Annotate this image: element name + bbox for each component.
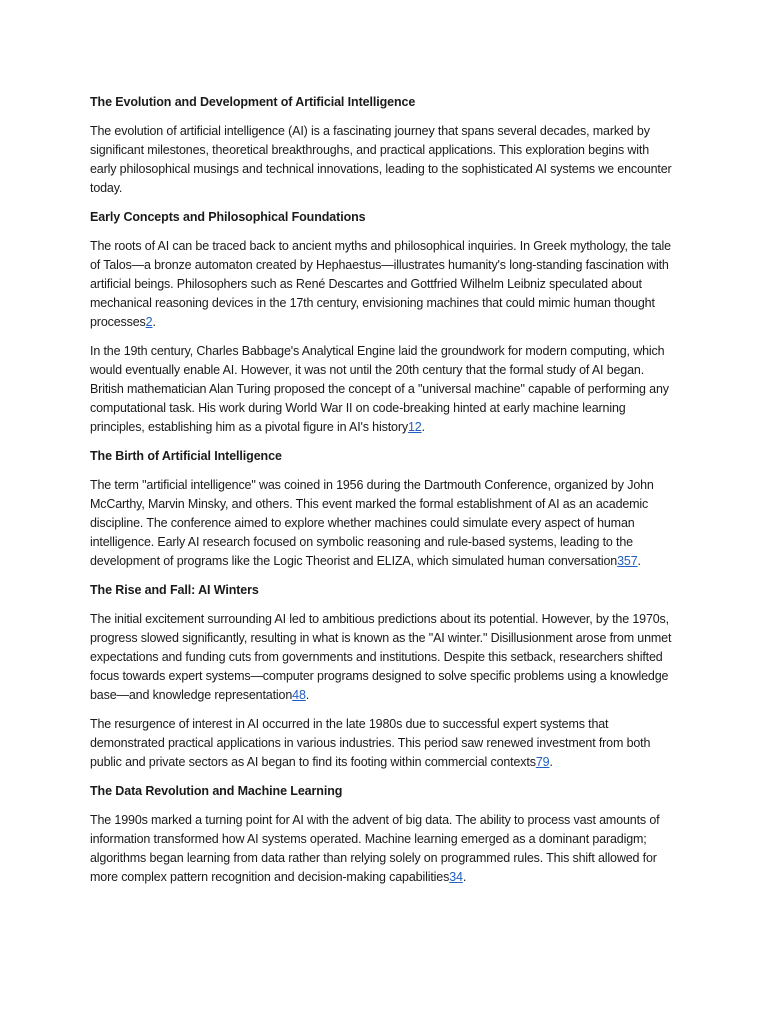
citation-link[interactable]: 48 [292, 688, 306, 702]
paragraph [90, 342, 678, 437]
intro-paragraph [90, 122, 678, 198]
citation-link[interactable]: 2 [145, 315, 153, 329]
paragraph-tail: . [462, 870, 467, 884]
citation-link[interactable]: 79 [535, 755, 550, 769]
paragraph-text: The 1990s marked a turning point for AI with the advent of big data. The ability to process vast amounts of information transformed how AI systems operated. Machine learning emerged as a dominant paradigm; algorithms began learning from data rather than relying solely on programmed rules. This shift allowed for more complex pattern recognition and decision-making capabilities [90, 813, 660, 884]
paragraph-tail: . [549, 755, 553, 769]
paragraph-text: The initial excitement surrounding AI led to ambitious predictions about its potential. However, by the 1970s, progress slowed significantly, resulting in what is known as the "AI winter." Disillusionment arose from unmet expectations and funding cuts from governments and institutions. Despite this setback, researchers shifted focus towards expert systems—computer programs designed to solve specific problems using a knowledge base—and knowledge representation [90, 612, 672, 702]
paragraph-tail: . [152, 315, 156, 329]
section-heading-birth-of-ai: The Birth of Artificial Intelligence [90, 449, 282, 463]
paragraph-tail: . [637, 554, 641, 568]
paragraph [90, 610, 678, 705]
paragraph [90, 237, 678, 332]
section-heading-early-concepts: Early Concepts and Philosophical Foundations [90, 210, 366, 224]
paragraph-tail: . [421, 420, 425, 434]
section-heading-data-revolution: The Data Revolution and Machine Learning [90, 784, 343, 798]
paragraph-text: The term "artificial intelligence" was coined in 1956 during the Dartmouth Conference, organized by John McCarthy, Marvin Minsky, and others. This event marked the formal establishment of AI as an academic discipline. The conference aimed to explore whether machines could simulate every aspect of human intelligence. Early AI research focused on symbolic reasoning and rule-based systems, leading to the development of programs like the Logic Theorist and ELIZA, which simulated human conversation [90, 478, 654, 568]
paragraph-tail: . [305, 688, 310, 702]
paragraph [90, 811, 678, 887]
document-title: The Evolution and Development of Artificial Intelligence [90, 95, 416, 109]
paragraph-text: In the 19th century, Charles Babbage's Analytical Engine laid the groundwork for modern computing, which would eventually enable AI. However, it was not until the 20th century that the formal study of AI began. British mathematician Alan Turing proposed the concept of a "universal machine" capable of performing any computational task. His work during World War II on code-breaking hinted at early machine learning principles, establishing him as a pivotal figure in AI's history [90, 344, 669, 434]
citation-link[interactable]: 34 [449, 870, 463, 884]
paragraph-text: The evolution of artificial intelligence (AI) is a fascinating journey that spans several decades, marked by significant milestones, theoretical breakthroughs, and practical applications. This exploration begins with early philosophical musings and technical innovations, leading to the sophisticated AI systems we encounter today. [90, 124, 672, 195]
paragraph [90, 476, 678, 571]
citation-link[interactable]: 357 [617, 554, 638, 568]
section-heading-ai-winters: The Rise and Fall: AI Winters [90, 583, 259, 597]
paragraph [90, 715, 678, 772]
citation-link[interactable]: 12 [407, 420, 422, 434]
paragraph-text: The roots of AI can be traced back to ancient myths and philosophical inquiries. In Greek mythology, the tale of Talos—a bronze automaton created by Hephaestus—illustrates humanity's long-standing fascination with artificial beings. Philosophers such as René Descartes and Gottfried Wilhelm Leibniz speculated about mechanical reasoning devices in the 17th century, envisioning machines that could mimic human thought processes [90, 239, 671, 329]
paragraph-text: The resurgence of interest in AI occurred in the late 1980s due to successful expert systems that demonstrated practical applications in various industries. This period saw renewed investment from both public and private sectors as AI began to find its footing within commercial contexts [90, 717, 651, 769]
